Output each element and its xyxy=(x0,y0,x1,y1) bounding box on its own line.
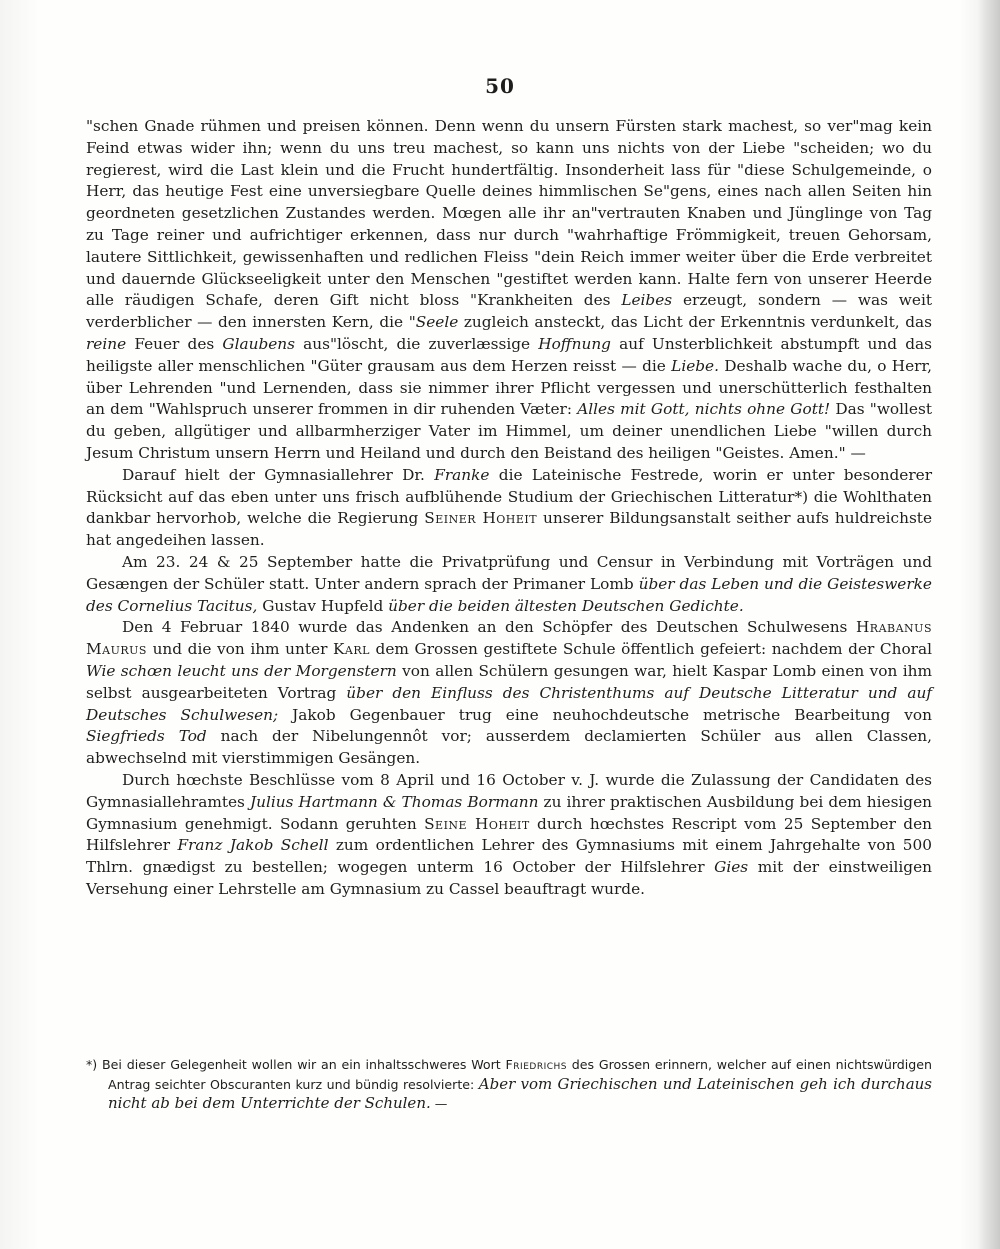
paragraph-prayer xyxy=(86,116,932,465)
hrabanus-text-3: dem Grossen gestiftete Schule öffentlich gefeiert: nachdem der Choral xyxy=(369,640,932,659)
italic-schell: Franz Jakob Schell xyxy=(177,836,329,855)
italic-glaubens: Glaubens xyxy=(222,334,296,353)
beschluss-text-3: durch hœchstes Rescript vom 25 September den Hilfslehrer xyxy=(86,814,932,855)
italic-liebe: Liebe. xyxy=(671,356,719,375)
prayer-text-2: erzeugt, sondern — was weit verderblicher — den innersten Kern, die " xyxy=(86,291,932,332)
pruefung-text-2: Gustav Hupfeld xyxy=(257,596,389,615)
italic-franke: Franke xyxy=(434,465,490,484)
italic-siegfried: Siegfrieds Tod xyxy=(86,727,207,746)
italic-leibes: Leibes xyxy=(621,291,673,310)
footnote-text-2: des Grossen erinnern, welcher auf einen nichtswürdigen Antrag seichter Obscuranten kurz und bündig resolvierte: xyxy=(108,1057,933,1092)
paragraph-privatpruefung xyxy=(86,552,932,617)
beschluss-text-4: zum ordentlichen Lehrer des Gymnasiums mit einem Jahrgehalte von 500 Thlrn. gnædigst zu bestellen; wogegen unterm 16 October der Hilfslehrer xyxy=(86,836,932,877)
footnote xyxy=(86,1056,932,1114)
festrede-text-2: die Lateinische Festrede, worin er unter besonderer Rücksicht auf das eben unter uns frisch aufblühende Studium der Griechischen Litteratur*) die Wohlthaten dankbar hervorhob, welche die Regierung xyxy=(86,465,933,528)
italic-einfluss: über den Einfluss des Christenthums auf Deutsche Litteratur und auf Deutsches Schulwesen; xyxy=(86,683,932,724)
paragraph-beschluesse xyxy=(86,770,932,901)
italic-candidates: Julius Hartmann & Thomas Bormann xyxy=(249,792,539,811)
footnote-quote: Aber vom Griechischen und Lateinischen geh ich durchaus nicht ab bei dem Unterrichte der Schulen. xyxy=(108,1074,932,1112)
page-edge-shadow xyxy=(978,0,1000,1249)
italic-gedichte: über die beiden ältesten Deutschen Gedichte. xyxy=(388,596,744,615)
beschluss-text-2: zu ihrer praktischen Ausbildung bei dem hiesigen Gymnasium genehmigt. Sodann geruhten xyxy=(86,792,933,833)
prayer-text-6: auf Unsterblichkeit abstumpft und das heiligste aller menschlichen "Güter grausam aus dem Herzen reisst — die xyxy=(86,334,932,375)
italic-motto: Alles mit Gott, nichts ohne Gott! xyxy=(577,400,831,419)
hrabanus-text-4: von allen Schülern gesungen war, hielt Kaspar Lomb einen von ihm selbst ausgearbeiteten Vortrag xyxy=(86,661,932,702)
italic-tacitus: über das Leben und die Geisteswerke des Cornelius Tacitus, xyxy=(86,574,932,615)
smallcaps-hrabanus: Hrabanus Maurus xyxy=(86,618,932,659)
prayer-text-3: zugleich ansteckt, das Licht der Erkenntnis verdunkelt, das xyxy=(458,313,932,332)
italic-gies: Gies xyxy=(714,858,749,877)
smallcaps-seiner-hoheit: Seiner Hoheit xyxy=(424,509,538,528)
italic-choral: Wie schœn leucht uns der Morgenstern xyxy=(86,661,397,680)
beschluss-text-5: mit der einstweiligen Versehung einer Lehrstelle am Gymnasium zu Cassel beauftragt wurde. xyxy=(86,858,932,898)
prayer-text-5: aus"löscht, die zuverlæssige xyxy=(295,334,539,353)
paragraph-festrede xyxy=(86,465,932,552)
hrabanus-text-6: nach der Nibelungennôt vor; ausserdem declamierten Schüler aus allen Classen, abwechselnd mit vierstimmigen Gesängen. xyxy=(86,727,932,768)
italic-seele: Seele xyxy=(415,313,459,332)
prayer-text-4: Feuer des xyxy=(126,334,223,353)
smallcaps-karl: Karl xyxy=(332,640,370,659)
body-text xyxy=(86,116,932,901)
hrabanus-text-1: Den 4 Februar 1840 wurde das Andenken an den Schöpfer des Deutschen Schulwesens xyxy=(122,618,856,637)
pruefung-text-1: Am 23. 24 & 25 September hatte die Privatprüfung und Censur in Verbindung mit Vorträgen und Gesængen der Schüler statt. Unter andern sprach der Primaner Lomb xyxy=(86,552,932,593)
paragraph-hrabanus xyxy=(86,617,932,770)
smallcaps-friedrichs: Friedrichs xyxy=(505,1057,567,1072)
hrabanus-text-5: Jakob Gegenbauer trug eine neuhochdeutsche metrische Bearbeitung von xyxy=(278,705,932,724)
page-number: 50 xyxy=(485,74,515,98)
festrede-text-1: Darauf hielt der Gymnasiallehrer Dr. xyxy=(122,465,435,484)
italic-hoffnung: Hoffnung xyxy=(538,334,611,353)
footnote-text-3: — xyxy=(430,1096,448,1111)
smallcaps-seine-hoheit: Seine Hoheit xyxy=(424,814,530,833)
beschluss-text-1: Durch hœchste Beschlüsse vom 8 April und 16 October v. J. wurde die Zulassung der Candidaten des Gymnasiallehramtes xyxy=(86,770,932,811)
festrede-text-3: unserer Bildungsanstalt seither aufs huldreichste hat angedeihen lassen. xyxy=(86,509,932,550)
prayer-text-7: Deshalb wache du, o Herr, über Lehrenden "und Lernenden, dass sie nimmer ihrer Pflicht vergessen und unerschütterlich festhalten an dem "Wahlspruch unserer frommen in dir ruhenden Væter: xyxy=(86,356,932,419)
prayer-text-1: "schen Gnade rühmen und preisen können. Denn wenn du unsern Fürsten stark machest, so ver"mag kein Feind etwas wider ihn; wenn du uns treu machest, so kann uns nichts von der Liebe "scheiden; wo du regierest, wird die Last klein und die Frucht hundertfältig. Insonderheit lass für "diese Schulgemeinde, o Herr, das heutige Fest eine unversiegbare Quelle deines himmlischen Se"gens, eines nach allen Seiten hin geordneten gesetzlichen Zustandes werden. Mœgen alle ihr an"vertrauten Knaben und Jünglinge von Tag zu Tage reiner und aufrichtiger erkennen, dass nur durch "wahrhaftige Frömmigkeit, treuen Gehorsam, lautere Sittlichkeit, gewissenhaften und redlichen Fleiss "dein Reich immer weiter über die Erde verbreitet und dauernde Glückseeligkeit unter den Menschen "gestiftet werden kann. Halte fern von unserer Heerde alle räudigen Schafe, deren Gift nicht bloss "Krankheiten des xyxy=(86,117,932,310)
footnote-text-1: *) Bei dieser Gelegenheit wollen wir an ein inhaltsschweres Wort xyxy=(86,1057,506,1072)
prayer-text-8: Das "wollest du geben, allgütiger und allbarmherziger Vater im Himmel, um deiner unendlichen Liebe "willen durch Jesum Christum unsern Herrn und Heiland und durch den Beistand des heiligen "Geistes. Amen." — xyxy=(86,400,932,462)
hrabanus-text-2: und die von ihm unter xyxy=(146,640,333,659)
italic-reine: reine xyxy=(86,334,127,353)
